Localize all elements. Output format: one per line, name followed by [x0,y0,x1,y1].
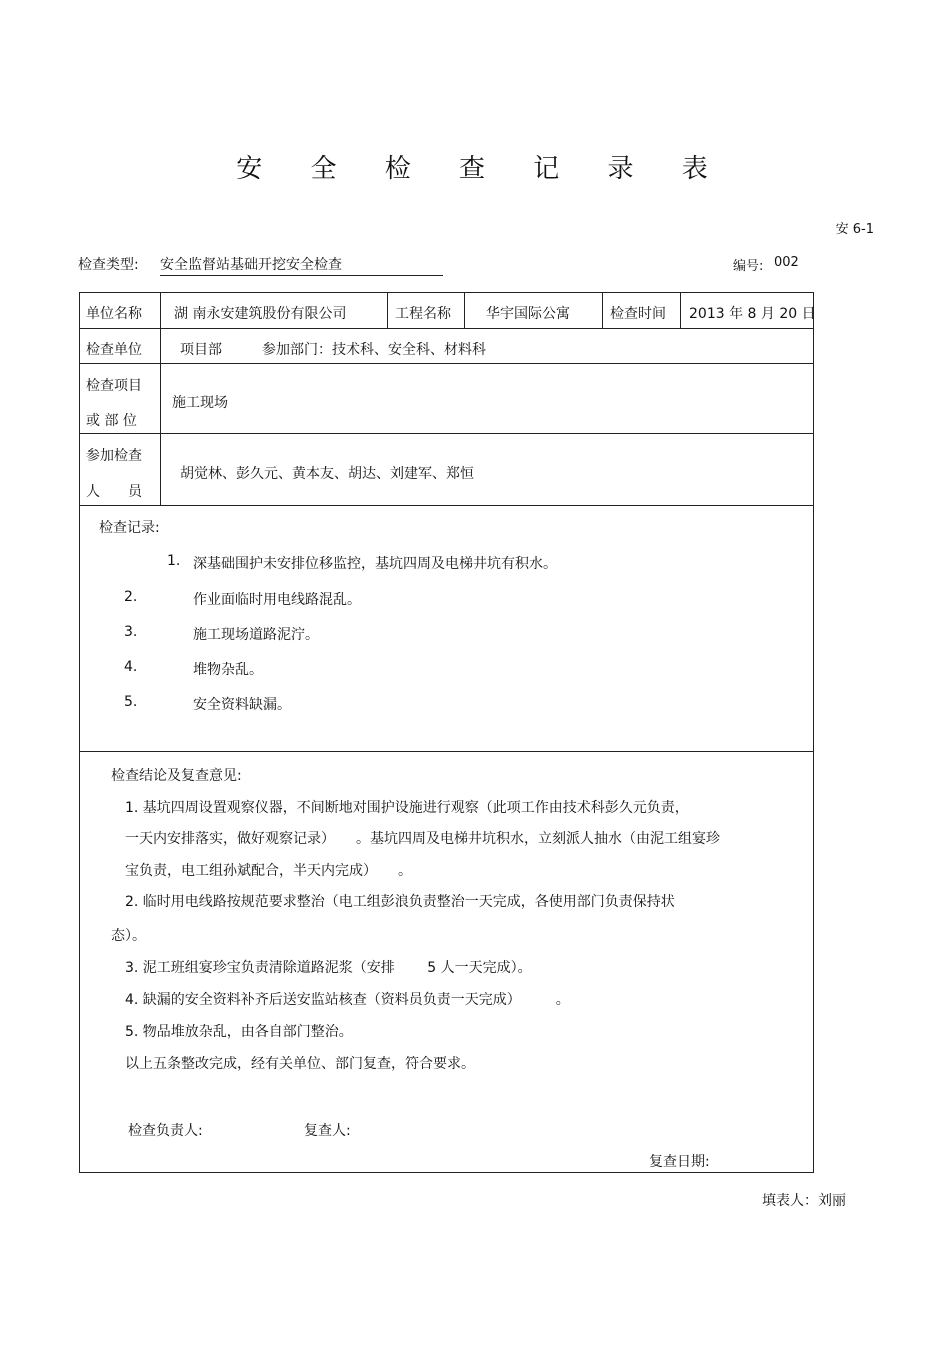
people-value: 胡觉林、彭久元、黄本友、胡达、刘建军、郑恒 [180,466,474,482]
project-name-label: 工程名称 [395,306,451,322]
form-number: 安 6-1 [835,222,874,237]
form-filler: 填表人：刘丽 [762,1193,846,1209]
record-text: 作业面临时用电线路混乱。 [193,592,361,608]
people-label-line1: 参加检查 [86,448,142,464]
inspection-table [79,292,814,1173]
record-text: 堆物杂乱。 [193,662,263,678]
unit-name-value: 湖 南永安建筑股份有限公司 [174,306,347,322]
conclusion-line: 5. 物品堆放杂乱，由各自部门整治。 [125,1024,353,1040]
conclusion-line: 4. 缺漏的安全资料补齐后送安监站核查（资料员负责一天完成） 。 [125,992,570,1008]
serial-label: 编号: [733,259,764,274]
record-number: 3. [124,624,138,640]
record-text: 施工现场道路泥泞。 [193,627,319,643]
conclusion-line: 3. 泥工班组宴珍宝负责清除道路泥浆（安排 5 人一天完成）。 [125,960,532,976]
column-divider [464,293,465,328]
record-number: 1. [167,553,181,569]
conclusion-line: 2. 临时用电线路按规范要求整治（电工组彭浪负责整治一天完成，各使用部门负责保持状 [125,894,675,910]
conclusion-line: 宝负责，电工组孙斌配合，半天内完成） 。 [125,863,412,879]
people-label-line2: 人 员 [86,484,142,500]
row-divider [80,505,813,506]
item-label-line1: 检查项目 [86,378,142,394]
item-label-line2: 或 部 位 [86,413,137,429]
check-time-label: 检查时间 [610,306,666,322]
review-date-label: 复查日期: [649,1154,710,1170]
conclusion-line: 以上五条整改完成，经有关单位、部门复查，符合要求。 [125,1056,475,1072]
check-time-value: 2013 年 8 月 20 日 [689,306,816,322]
reviewer-label: 复查人: [304,1123,351,1139]
record-number: 2. [124,589,138,605]
row-divider [80,363,813,364]
serial-value: 002 [774,255,799,270]
inspector-label: 检查负责人: [128,1123,203,1139]
record-number: 4. [124,659,138,675]
record-number: 5. [124,694,138,710]
conclusion-line: 一天内安排落实，做好观察记录） 。基坑四周及电梯井坑积水，立刻派人抽水（由泥工组宴珍 [125,831,720,847]
check-unit-label: 检查单位 [86,342,142,358]
record-text: 深基础围护未安排位移监控，基坑四周及电梯井坑有积水。 [193,556,557,572]
column-divider [680,293,681,328]
column-divider [602,293,603,328]
record-text: 安全资料缺漏。 [193,697,291,713]
project-name-value: 华宇国际公寓 [486,306,570,322]
item-value: 施工现场 [172,395,228,411]
inspection-type-value: 安全监督站基础开挖安全检查 [160,254,443,276]
row-divider [80,328,813,329]
row-divider [80,751,813,752]
column-divider [387,293,388,328]
conclusion-line: 1. 基坑四周设置观察仪器，不间断地对围护设施进行观察（此项工作由技术科彭久元负责， [125,800,689,816]
inspection-type-label: 检查类型: [78,257,139,273]
row-divider [80,433,813,434]
column-divider [160,293,161,505]
conclusion-heading: 检查结论及复查意见: [111,768,242,784]
departments-text: 参加部门：技术科、安全科、材料科 [262,342,486,358]
conclusion-line: 态）。 [111,928,146,944]
unit-name-label: 单位名称 [86,306,142,322]
document-title: 安 全 检 查 记 录 表 [236,154,728,184]
records-heading: 检查记录: [99,520,160,536]
check-unit-value: 项目部 [180,342,222,358]
